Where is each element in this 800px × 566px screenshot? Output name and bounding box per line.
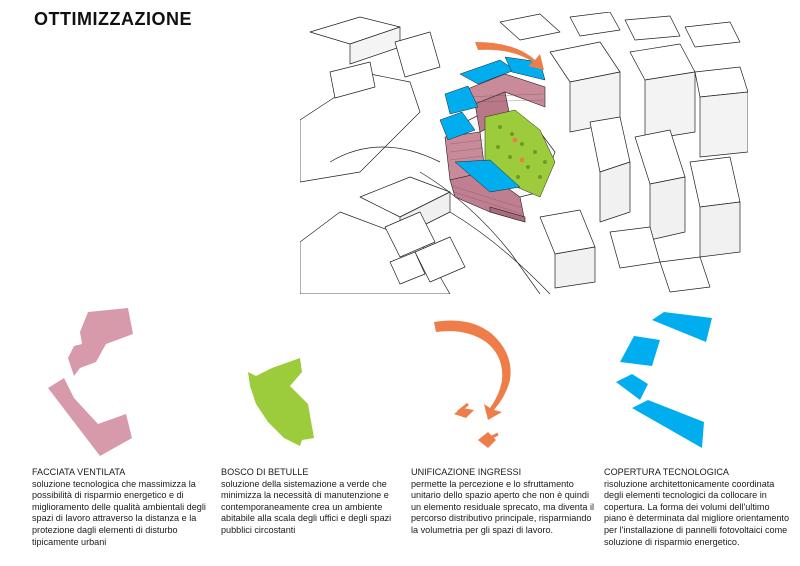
caption-entrance-text: permette la percezione e lo sfruttamento unitario dello spazio aperto che non è quindi un elemento residuale sprecato, ma diventa il percorso distributivo principale, risparmiando la volumetria per gli spazi di lavoro. <box>411 478 594 535</box>
birch-grove-shape-icon <box>244 356 328 448</box>
entrance-arrows-icon <box>430 318 520 458</box>
caption-facade-title: FACCIATA VENTILATA <box>32 467 126 477</box>
roof-panels-shape-icon <box>614 310 724 458</box>
caption-roof-title: COPERTURA TECNOLOGICA <box>604 467 729 477</box>
axonometric-site-drawing <box>300 12 748 294</box>
caption-entrance-title: UNIFICAZIONE INGRESSI <box>411 467 522 477</box>
page-title: OTTIMIZZAZIONE <box>34 9 192 29</box>
caption-facade-text: soluzione tecnologica che massimizza la possibilità di risparmio energetico e di miglioramento delle qualità ambientali degli spazi di lavoro attraverso la distanza e la protezione dagli elementi di disturbo tipicamente urbani <box>32 478 206 547</box>
caption-green <box>221 467 406 537</box>
caption-facade <box>32 467 217 548</box>
facade-shape-icon <box>38 306 138 458</box>
caption-entrance <box>411 467 596 537</box>
caption-green-text: soluzione della sistemazione a verde che minimizza la necessità di manutenzione e contemporaneamente crea un ambiente abitabile alla scala degli uffici e degli spazi pubblici circostanti <box>221 478 392 535</box>
caption-green-title: BOSCO DI BETULLE <box>221 467 309 477</box>
caption-roof <box>604 467 789 548</box>
caption-roof-text: risoluzione architettonicamente coordinata degli elementi tecnologici da collocare in copertura. La forma dei volumi dell'ultimo piano è determinata dal migliore orientamento per l'installazione di pannelli fotovoltaici come soluzione di risparmio energetico. <box>604 478 790 547</box>
